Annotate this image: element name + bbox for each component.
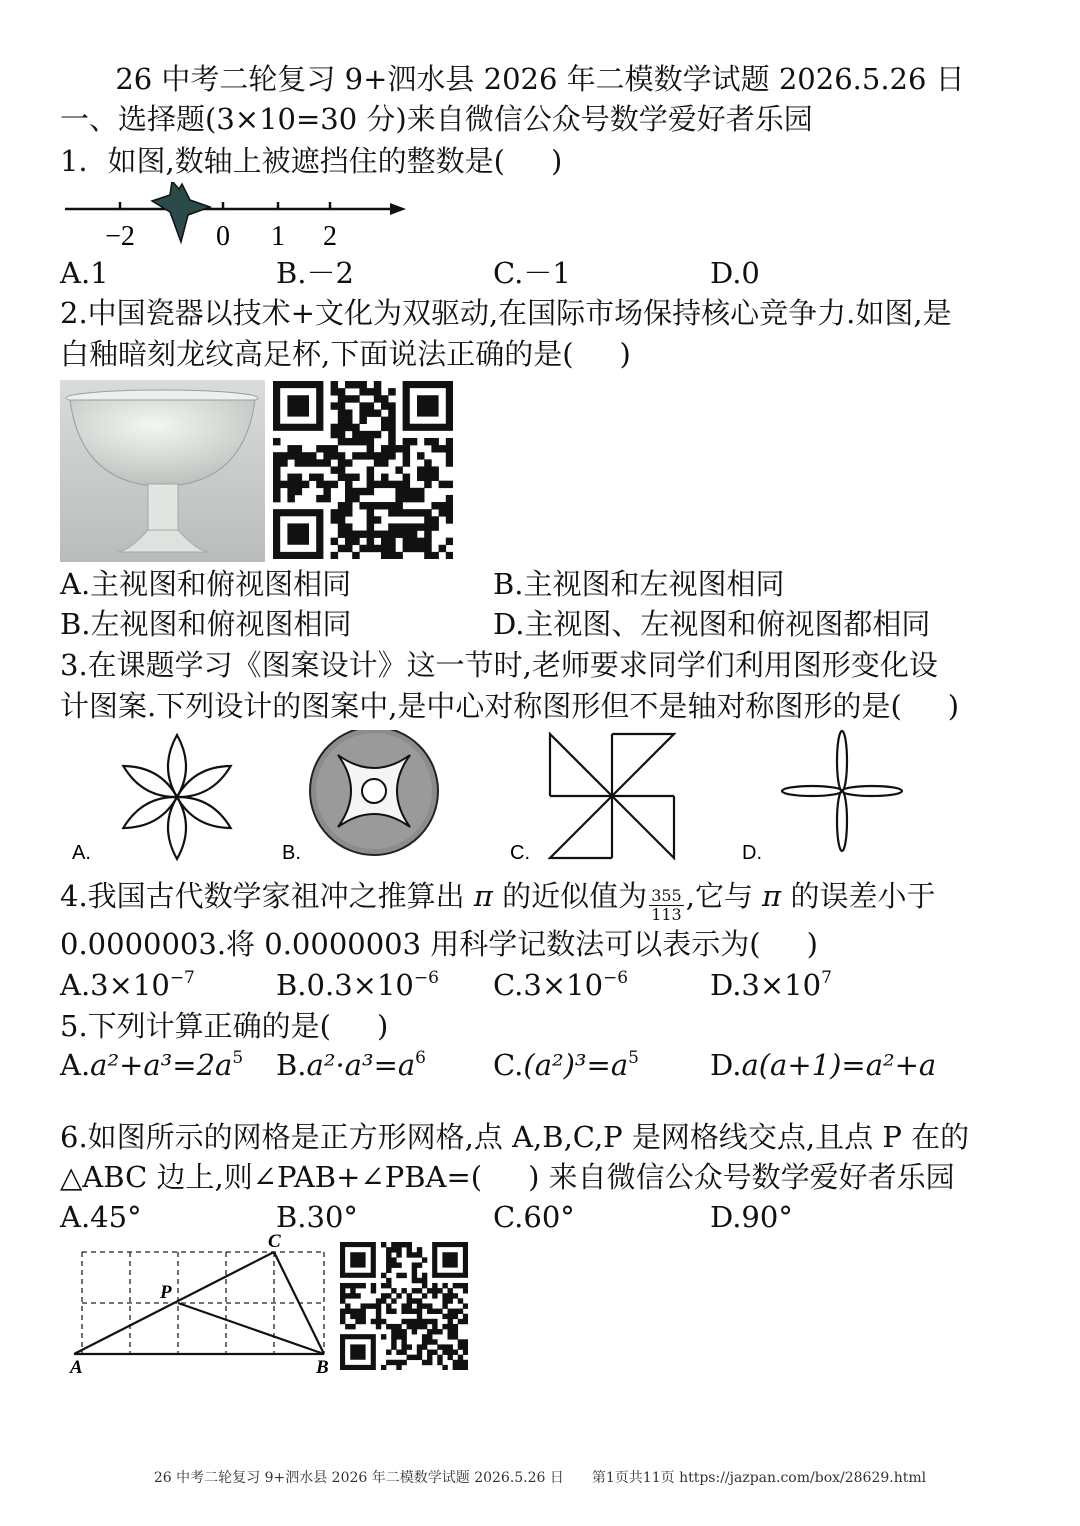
point-label-p: P	[160, 1282, 172, 1303]
q4-option-c: $C.3\times 10^{-6}$	[493, 968, 629, 1002]
figure-label-a: A.	[72, 842, 91, 864]
figure-d-cross-petals	[782, 731, 902, 851]
q6-option-c: C.60°	[493, 1200, 575, 1234]
q1-option-d: D.0	[710, 256, 760, 290]
q2-option-a: A.主视图和俯视图相同	[60, 567, 352, 601]
figure-label-b: B.	[282, 842, 301, 864]
point-label-b: B	[316, 1357, 329, 1377]
axis-label-2: 2	[323, 221, 337, 252]
pi-symbol: π	[473, 879, 493, 913]
q3-pattern-figures	[60, 730, 960, 870]
star-cover-icon	[152, 182, 210, 242]
q1-option-a: A.1	[60, 256, 109, 290]
figure-c-pinwheel	[550, 734, 674, 858]
qr-code-icon-2	[340, 1242, 468, 1370]
q1-stem: 1．如图,数轴上被遮挡住的整数是( )	[60, 144, 563, 178]
q6-option-b: B.30°	[276, 1200, 358, 1234]
q1-option-b: B.－2	[276, 256, 354, 290]
figure-label-c: C.	[510, 842, 530, 864]
point-label-a: A	[70, 1357, 83, 1377]
q2-stem-line2: 白釉暗刻龙纹高足杯,下面说法正确的是( )	[60, 337, 631, 371]
q3-stem-line2: 计图案.下列设计的图案中,是中心对称图形但不是轴对称图形的是( )	[60, 689, 960, 723]
q5-option-d: D.a(a+1)=a²+a	[710, 1048, 937, 1082]
q1-option-c: C.－1	[493, 256, 571, 290]
pi-symbol-2: π	[762, 879, 782, 913]
q2-option-b: B.主视图和左视图相同	[493, 567, 785, 601]
axis-label-0: 0	[216, 221, 230, 252]
q4-stem-line1: 4.我国古代数学家祖冲之推算出 π 的近似值为 $\frac{355}{113}$ ,它与 π 的误差小于	[60, 879, 936, 924]
page-footer: 26 中考二轮复习 9+泗水县 2026 年二模数学试题 2026.5.26 日 第1页共11页 https://jazpan.com/box/28629.html	[153, 1470, 927, 1486]
figure-b-coin	[310, 730, 438, 855]
q4-option-d: $D.3\times 10^7$	[710, 968, 832, 1002]
q2-option-c: B.左视图和俯视图相同	[60, 607, 352, 641]
q2-option-d: D.主视图、左视图和俯视图都相同	[493, 607, 931, 641]
dashed-grid	[82, 1252, 324, 1354]
point-label-c: C	[268, 1232, 281, 1252]
q5-option-c: $C.(a^2)^3=a^5$	[493, 1048, 639, 1082]
q3-stem-line1: 3.在课题学习《图案设计》这一节时,老师要求同学们利用图形变化设	[60, 648, 938, 682]
fraction-355-113: $\frac{355}{113}$	[651, 886, 682, 924]
q6-stem-line1: 6.如图所示的网格是正方形网格,点 A,B,C,P 是网格线交点,且点 P 在的	[60, 1120, 970, 1154]
q2-stem-line1: 2.中国瓷器以技术+文化为双驱动,在国际市场保持核心竞争力.如图,是	[60, 296, 952, 330]
q4-option-a: $A.3\times 10^{-7}$	[60, 968, 195, 1002]
porcelain-cup-image	[60, 380, 265, 562]
figure-label-d: D.	[742, 842, 762, 864]
axis-label-1: 1	[271, 221, 285, 252]
axis-label-neg2: −2	[105, 221, 135, 252]
page-title: 26 中考二轮复习 9+泗水县 2026 年二模数学试题 2026.5.26 日	[115, 62, 965, 96]
qr-code-icon	[273, 381, 453, 559]
q5-option-b: $B.a^2\cdot a^3=a^6$	[276, 1048, 426, 1082]
q4-option-b: $B.0.3\times 10^{-6}$	[276, 968, 439, 1002]
q6-grid-triangle-figure	[62, 1232, 332, 1377]
arrow-head-icon	[390, 203, 406, 215]
q5-stem: 5.下列计算正确的是( )	[60, 1009, 389, 1043]
q4-stem-line2: 0.0000003.将 0.0000003 用科学记数法可以表示为( )	[60, 927, 818, 961]
q6-stem-line2: △ABC 边上,则∠PAB+∠PBA=( ) 来自微信公众号数学爱好者乐园	[60, 1160, 955, 1194]
q5-option-a: $A.a^2+a^3=2a^5$	[60, 1048, 244, 1082]
q6-option-d: D.90°	[710, 1200, 793, 1234]
figure-a-flower	[119, 735, 235, 859]
section-heading: 一、选择题(3×10=30 分)来自微信公众号数学爱好者乐园	[60, 102, 813, 136]
q6-option-a: A.45°	[60, 1200, 142, 1234]
q1-number-line-figure	[60, 182, 420, 252]
